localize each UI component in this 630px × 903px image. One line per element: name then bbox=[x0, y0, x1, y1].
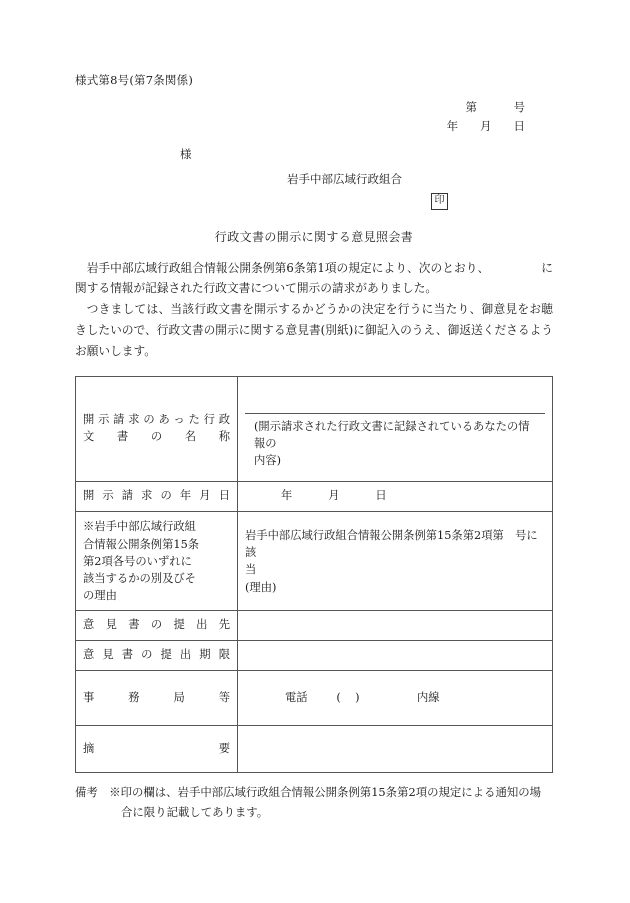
paragraph-2: つきましては、当該行政文書を開示するかどうかの決定を行うに当たり、御意見をお聴きしたいので、行政文書の開示に関する意見書(別紙)に御記入のうえ、御返送くださるようお願いします。 bbox=[75, 302, 553, 358]
row-label-summary bbox=[76, 726, 238, 773]
footnote bbox=[75, 783, 553, 822]
row-label-line: 第2項各号のいずれに bbox=[83, 554, 192, 568]
page-title: 行政文書の開示に関する意見照会書 bbox=[214, 229, 414, 244]
issuer-name: 岩手中部広域行政組合 bbox=[287, 171, 402, 186]
row-value-office[interactable] bbox=[238, 671, 553, 726]
table-row bbox=[76, 512, 553, 611]
document-number-block bbox=[75, 98, 553, 135]
form-number: 様式第8号(第7条関係) bbox=[75, 73, 194, 87]
row-value-submission-destination[interactable] bbox=[238, 611, 553, 641]
row-label-line: の理由 bbox=[83, 589, 117, 603]
row-value-submission-deadline[interactable] bbox=[238, 641, 553, 671]
row-label-request-date bbox=[76, 482, 238, 512]
row-label-line: 意見書の提出先 bbox=[83, 618, 230, 632]
paragraph-1-part-2: に関する情報が記録された行政文書について開示の請求がありました。 bbox=[75, 260, 553, 296]
row-value-request-date[interactable] bbox=[238, 482, 553, 512]
table-row bbox=[76, 611, 553, 641]
footnote-first-line bbox=[75, 783, 553, 803]
row-value-summary[interactable] bbox=[238, 726, 553, 773]
hint-line: (開示請求された行政文書に記録されているあなたの情報の bbox=[254, 419, 530, 450]
row-label-line: 事務局等 bbox=[83, 690, 230, 704]
row-label-submission-destination bbox=[76, 611, 238, 641]
row-label-line: 開示請求のあった行政 bbox=[83, 413, 230, 427]
footnote-label: 備考 bbox=[75, 785, 98, 800]
row-value-document-name[interactable] bbox=[238, 376, 553, 482]
paragraph-1 bbox=[75, 258, 553, 300]
footnote-line-1: ※印の欄は、岩手中部広域行政組合情報公開条例第15条第2項の規定による通知の場 bbox=[109, 785, 542, 800]
document-name-hint bbox=[245, 414, 545, 476]
row-label-reason bbox=[76, 512, 238, 611]
paragraph-1-part-1: 岩手中部広域行政組合情報公開条例第6条第1項の規定により、次のとおり、 bbox=[86, 260, 490, 275]
row-value-reason[interactable] bbox=[238, 512, 553, 611]
office-telephone-entry[interactable]: 電話 ( ) 内線 bbox=[285, 690, 440, 704]
table-row bbox=[76, 671, 553, 726]
table-row bbox=[76, 641, 553, 671]
row-label-line: 該当するかの別及びそ bbox=[83, 571, 196, 585]
row-label-line: 文書の名称 bbox=[83, 430, 230, 444]
row-label-line: 意見書の提出期限 bbox=[83, 648, 230, 662]
row-label-document-name bbox=[76, 376, 238, 482]
document-serial-number: 第 号 bbox=[465, 100, 525, 115]
table-row bbox=[76, 482, 553, 512]
hint-line: 内容) bbox=[254, 453, 282, 467]
row-label-line: 合情報公開条例第15条 bbox=[83, 537, 200, 551]
reason-entry-label: (理由) bbox=[245, 580, 277, 594]
row-label-line: 摘要 bbox=[83, 741, 230, 755]
request-date-entry[interactable]: 年 月 日 bbox=[281, 489, 387, 503]
document-date: 年 月 日 bbox=[446, 118, 525, 133]
row-label-line: ※岩手中部広域行政組 bbox=[83, 520, 196, 534]
seal-row bbox=[75, 193, 553, 210]
body-text bbox=[75, 258, 553, 362]
document-body bbox=[75, 72, 553, 822]
seal-stamp-icon: 印 bbox=[431, 193, 448, 210]
form-table bbox=[75, 376, 553, 773]
reason-line: 当 bbox=[245, 563, 257, 577]
document-name-entry-area[interactable] bbox=[245, 383, 545, 414]
reason-line: 岩手中部広域行政組合情報公開条例第15条第2項第 号に該 bbox=[245, 529, 538, 560]
row-label-office bbox=[76, 671, 238, 726]
footnote-line-2: 合に限り記載してあります。 bbox=[121, 804, 269, 819]
row-label-line: 開示請求の年月日 bbox=[83, 489, 230, 503]
row-label-submission-deadline bbox=[76, 641, 238, 671]
addressee-honorific: 様 bbox=[180, 146, 192, 161]
table-row bbox=[76, 726, 553, 773]
table-row bbox=[76, 376, 553, 482]
